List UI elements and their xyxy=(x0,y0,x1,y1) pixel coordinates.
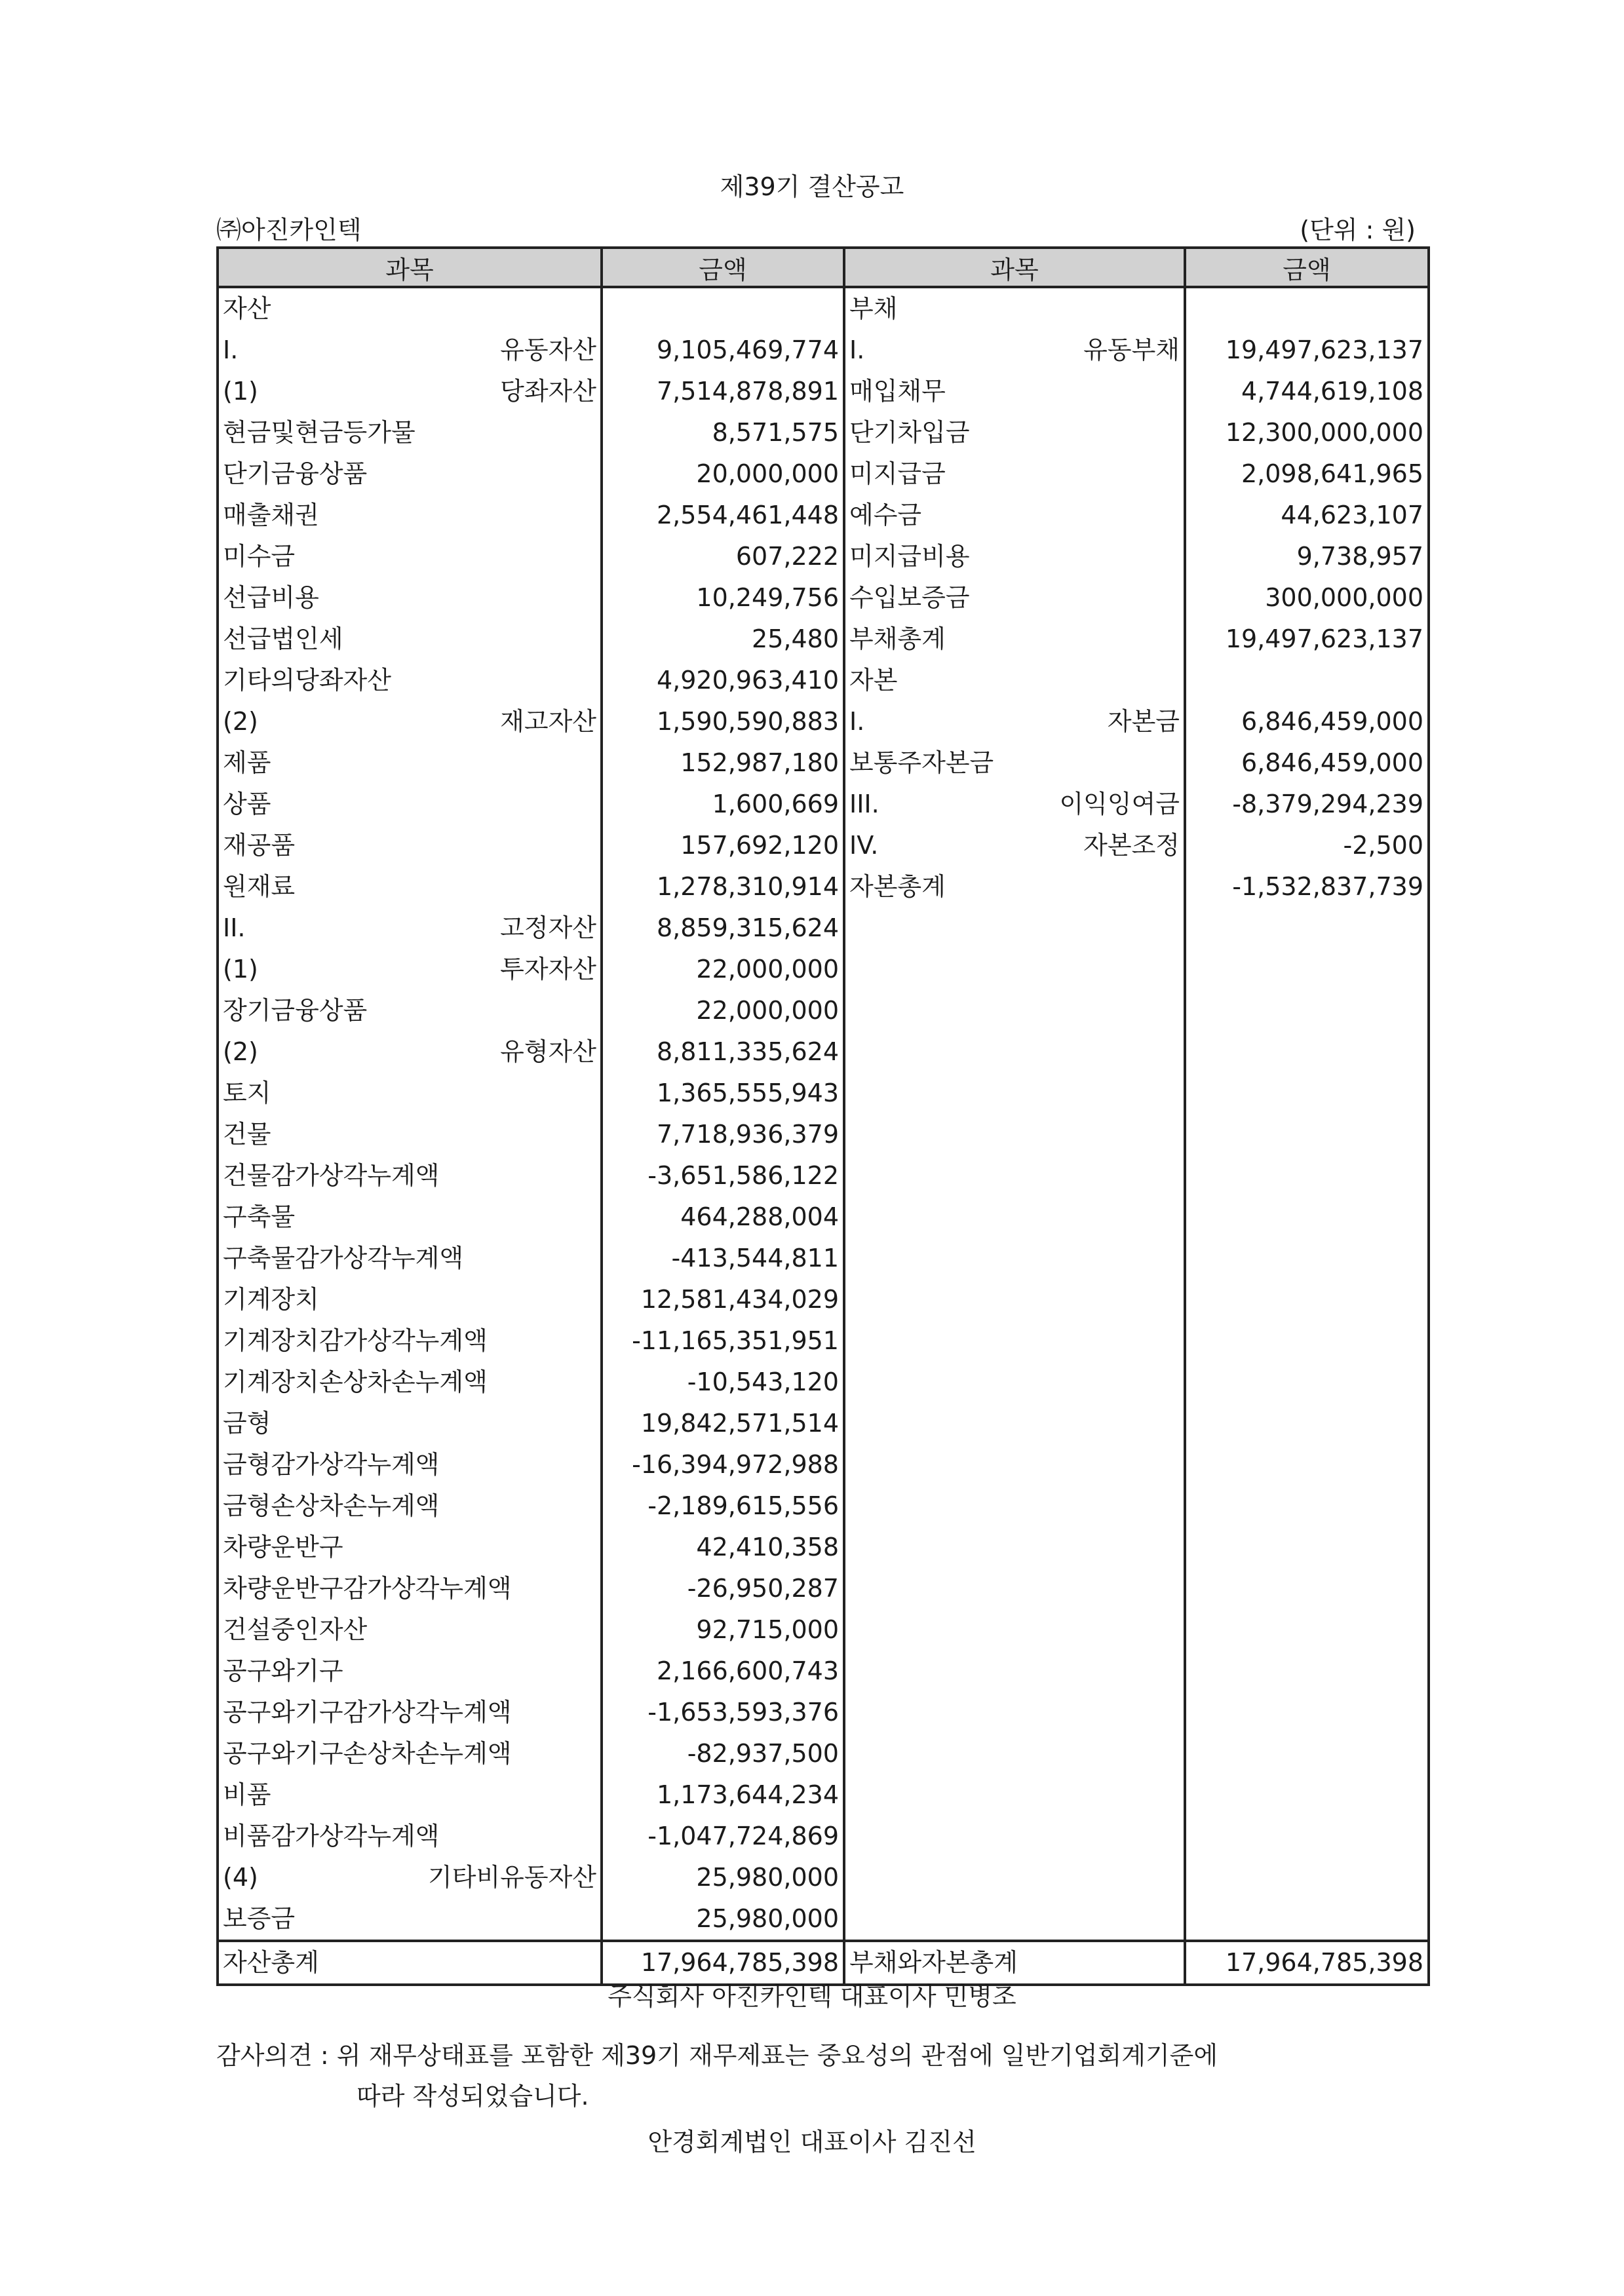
left-subject: 장기금융상품 xyxy=(218,990,602,1031)
right-subject: 미지급금 xyxy=(844,453,1185,495)
left-subject: 제품 xyxy=(218,742,602,784)
left-subject: 공구와기구손상차손누계액 xyxy=(218,1733,602,1774)
right-subject: 단기차입금 xyxy=(844,412,1185,453)
auditor-line: 안경회계법인 대표이사 김진선 xyxy=(648,2128,976,2156)
left-subject: 금형감가상각누계액 xyxy=(218,1444,602,1485)
right-amount: 19,497,623,137 xyxy=(1185,619,1429,660)
table-row xyxy=(218,1898,1429,1941)
right-subject xyxy=(844,1692,1185,1733)
right-subject xyxy=(844,1362,1185,1403)
table-row xyxy=(218,1816,1429,1857)
left-subject: (2) 유형자산 xyxy=(218,1031,602,1073)
left-subject: (2) 재고자산 xyxy=(218,701,602,742)
right-amount: -1,532,837,739 xyxy=(1185,866,1429,908)
left-subject: 공구와기구 xyxy=(218,1651,602,1692)
right-subject xyxy=(844,1816,1185,1857)
left-subject: 건설중인자산 xyxy=(218,1609,602,1651)
left-amount: -1,653,593,376 xyxy=(602,1692,844,1733)
table-row xyxy=(218,1320,1429,1362)
left-subject: 상품 xyxy=(218,784,602,825)
right-subject xyxy=(844,1733,1185,1774)
left-subject: 금형손상차손누계액 xyxy=(218,1485,602,1527)
audit-opinion-line-1: 감사의견 : 위 재무상태표를 포함한 제39기 재무제표는 중요성의 관점에 일반기업회계기준에 xyxy=(216,2041,1218,2070)
right-subject xyxy=(844,990,1185,1031)
table-row xyxy=(218,784,1429,825)
table-row xyxy=(218,412,1429,453)
table-row xyxy=(218,1651,1429,1692)
left-subject: (4) 기타비유동자산 xyxy=(218,1857,602,1898)
right-subject: 수입보증금 xyxy=(844,577,1185,619)
left-amount: 10,249,756 xyxy=(602,577,844,619)
table-row xyxy=(218,660,1429,701)
table-row xyxy=(218,701,1429,742)
left-amount: -82,937,500 xyxy=(602,1733,844,1774)
right-amount xyxy=(1185,1320,1429,1362)
left-subject: 선급법인세 xyxy=(218,619,602,660)
table-row xyxy=(218,495,1429,536)
right-amount xyxy=(1185,1692,1429,1733)
header-amount-left: 금액 xyxy=(602,248,844,287)
right-amount xyxy=(1185,1403,1429,1444)
left-subject: 매출채권 xyxy=(218,495,602,536)
left-amount: -26,950,287 xyxy=(602,1568,844,1609)
left-subject: 건물감가상각누계액 xyxy=(218,1155,602,1196)
table-row xyxy=(218,330,1429,371)
table-row xyxy=(218,1485,1429,1527)
header-subject-left: 과목 xyxy=(218,248,602,287)
left-amount: -16,394,972,988 xyxy=(602,1444,844,1485)
table-row xyxy=(218,949,1429,990)
right-subject xyxy=(844,1527,1185,1568)
left-subject: 차량운반구 xyxy=(218,1527,602,1568)
left-amount: 19,842,571,514 xyxy=(602,1403,844,1444)
table-row xyxy=(218,1279,1429,1320)
right-subject xyxy=(844,1073,1185,1114)
left-subject: 미수금 xyxy=(218,536,602,577)
table-row xyxy=(218,287,1429,330)
right-subject xyxy=(844,1857,1185,1898)
left-amount: 2,166,600,743 xyxy=(602,1651,844,1692)
right-amount xyxy=(1185,1733,1429,1774)
table-row xyxy=(218,1609,1429,1651)
right-amount xyxy=(1185,1651,1429,1692)
table-header-row xyxy=(218,248,1429,287)
table-row xyxy=(218,1857,1429,1898)
right-amount xyxy=(1185,1774,1429,1816)
header-subject-right: 과목 xyxy=(844,248,1185,287)
right-subject xyxy=(844,1898,1185,1941)
right-amount: 300,000,000 xyxy=(1185,577,1429,619)
left-amount: 12,581,434,029 xyxy=(602,1279,844,1320)
table-row xyxy=(218,1155,1429,1196)
left-amount: 4,920,963,410 xyxy=(602,660,844,701)
right-amount xyxy=(1185,1527,1429,1568)
right-subject xyxy=(844,1444,1185,1485)
left-amount: 8,571,575 xyxy=(602,412,844,453)
left-amount: 1,278,310,914 xyxy=(602,866,844,908)
right-subject xyxy=(844,1238,1185,1279)
left-subject: (1) 투자자산 xyxy=(218,949,602,990)
audit-opinion-line-2: 따라 작성되었습니다. xyxy=(357,2082,589,2111)
table-row xyxy=(218,990,1429,1031)
left-amount: 25,980,000 xyxy=(602,1898,844,1941)
right-amount: 6,846,459,000 xyxy=(1185,701,1429,742)
right-subject xyxy=(844,1651,1185,1692)
company-name: ㈜아진카인텍 xyxy=(216,216,362,244)
right-amount xyxy=(1185,1444,1429,1485)
left-amount: 607,222 xyxy=(602,536,844,577)
table-row xyxy=(218,1238,1429,1279)
right-amount: 19,497,623,137 xyxy=(1185,330,1429,371)
right-subject xyxy=(844,1320,1185,1362)
table-row xyxy=(218,536,1429,577)
right-subject xyxy=(844,1155,1185,1196)
table-row xyxy=(218,1568,1429,1609)
right-subject xyxy=(844,908,1185,949)
right-subject xyxy=(844,1568,1185,1609)
table-row xyxy=(218,825,1429,866)
right-subject xyxy=(844,1774,1185,1816)
right-subject: IV. 자본조정 xyxy=(844,825,1185,866)
left-amount: 22,000,000 xyxy=(602,990,844,1031)
right-amount: 2,098,641,965 xyxy=(1185,453,1429,495)
left-subject: 재공품 xyxy=(218,825,602,866)
left-subject: I. 유동자산 xyxy=(218,330,602,371)
left-amount: 8,859,315,624 xyxy=(602,908,844,949)
right-subject: 부채총계 xyxy=(844,619,1185,660)
right-amount xyxy=(1185,287,1429,330)
left-amount: 20,000,000 xyxy=(602,453,844,495)
right-amount: 4,744,619,108 xyxy=(1185,371,1429,412)
right-subject xyxy=(844,1279,1185,1320)
table-row xyxy=(218,619,1429,660)
table-row xyxy=(218,742,1429,784)
left-amount: 7,514,878,891 xyxy=(602,371,844,412)
right-amount xyxy=(1185,1155,1429,1196)
left-subject: 차량운반구감가상각누계액 xyxy=(218,1568,602,1609)
table-row xyxy=(218,1196,1429,1238)
right-amount xyxy=(1185,1114,1429,1155)
right-amount xyxy=(1185,908,1429,949)
table-row xyxy=(218,1114,1429,1155)
header-amount-right: 금액 xyxy=(1185,248,1429,287)
right-subject: 미지급비용 xyxy=(844,536,1185,577)
right-amount xyxy=(1185,1031,1429,1073)
left-amount: -10,543,120 xyxy=(602,1362,844,1403)
left-subject: 공구와기구감가상각누계액 xyxy=(218,1692,602,1733)
table-row xyxy=(218,1444,1429,1485)
right-amount xyxy=(1185,1279,1429,1320)
total-assets-amount: 17,964,785,398 xyxy=(602,1941,844,1985)
left-subject: II. 고정자산 xyxy=(218,908,602,949)
right-subject: 매입채무 xyxy=(844,371,1185,412)
table-row xyxy=(218,1031,1429,1073)
right-amount xyxy=(1185,1816,1429,1857)
left-amount: -2,189,615,556 xyxy=(602,1485,844,1527)
right-amount xyxy=(1185,1485,1429,1527)
left-subject: 기타의당좌자산 xyxy=(218,660,602,701)
right-subject: 예수금 xyxy=(844,495,1185,536)
left-amount: 7,718,936,379 xyxy=(602,1114,844,1155)
left-amount: -11,165,351,951 xyxy=(602,1320,844,1362)
left-amount: 8,811,335,624 xyxy=(602,1031,844,1073)
right-subject xyxy=(844,1114,1185,1155)
left-subject: 원재료 xyxy=(218,866,602,908)
table-row xyxy=(218,1073,1429,1114)
left-subject: 기계장치감가상각누계액 xyxy=(218,1320,602,1362)
right-amount: 44,623,107 xyxy=(1185,495,1429,536)
right-subject: III. 이익잉여금 xyxy=(844,784,1185,825)
left-subject: 구축물감가상각누계액 xyxy=(218,1238,602,1279)
left-subject: 보증금 xyxy=(218,1898,602,1941)
table-row xyxy=(218,1692,1429,1733)
right-subject xyxy=(844,1031,1185,1073)
unit-label: (단위 : 원) xyxy=(1300,216,1416,244)
left-subject: 토지 xyxy=(218,1073,602,1114)
left-amount: 464,288,004 xyxy=(602,1196,844,1238)
total-assets-label: 자산총계 xyxy=(218,1941,602,1985)
table-row xyxy=(218,866,1429,908)
representative-line: 주식회사 아진카인텍 대표이사 민병조 xyxy=(608,1982,1016,2011)
right-amount: 9,738,957 xyxy=(1185,536,1429,577)
table-row xyxy=(218,1733,1429,1774)
right-subject xyxy=(844,1403,1185,1444)
right-amount: -2,500 xyxy=(1185,825,1429,866)
right-amount: 6,846,459,000 xyxy=(1185,742,1429,784)
right-amount: 12,300,000,000 xyxy=(1185,412,1429,453)
left-amount: -3,651,586,122 xyxy=(602,1155,844,1196)
right-subject: 자본 xyxy=(844,660,1185,701)
left-subject: 현금및현금등가물 xyxy=(218,412,602,453)
left-subject: (1) 당좌자산 xyxy=(218,371,602,412)
right-amount xyxy=(1185,1568,1429,1609)
right-subject xyxy=(844,1609,1185,1651)
left-subject: 자산 xyxy=(218,287,602,330)
left-subject: 단기금융상품 xyxy=(218,453,602,495)
right-subject: 자본총계 xyxy=(844,866,1185,908)
left-amount: 1,365,555,943 xyxy=(602,1073,844,1114)
table-row xyxy=(218,453,1429,495)
table-row xyxy=(218,1527,1429,1568)
left-amount: 152,987,180 xyxy=(602,742,844,784)
left-amount: 9,105,469,774 xyxy=(602,330,844,371)
right-amount xyxy=(1185,1196,1429,1238)
left-amount: 1,173,644,234 xyxy=(602,1774,844,1816)
table-row xyxy=(218,577,1429,619)
total-liab-equity-amount: 17,964,785,398 xyxy=(1185,1941,1429,1985)
left-amount: 92,715,000 xyxy=(602,1609,844,1651)
left-subject: 구축물 xyxy=(218,1196,602,1238)
right-amount xyxy=(1185,949,1429,990)
right-amount xyxy=(1185,1609,1429,1651)
left-subject: 비품 xyxy=(218,1774,602,1816)
left-amount: 2,554,461,448 xyxy=(602,495,844,536)
right-amount xyxy=(1185,1857,1429,1898)
right-amount xyxy=(1185,990,1429,1031)
left-amount: 1,590,590,883 xyxy=(602,701,844,742)
right-subject xyxy=(844,1485,1185,1527)
balance-sheet-table xyxy=(216,246,1430,1986)
left-amount: 25,480 xyxy=(602,619,844,660)
right-amount xyxy=(1185,1362,1429,1403)
left-subject: 비품감가상각누계액 xyxy=(218,1816,602,1857)
right-amount xyxy=(1185,1238,1429,1279)
left-subject: 기계장치 xyxy=(218,1279,602,1320)
left-subject: 건물 xyxy=(218,1114,602,1155)
table-row xyxy=(218,1362,1429,1403)
left-amount: 42,410,358 xyxy=(602,1527,844,1568)
left-amount xyxy=(602,287,844,330)
right-subject: 부채 xyxy=(844,287,1185,330)
right-amount xyxy=(1185,1073,1429,1114)
table-row xyxy=(218,371,1429,412)
left-amount: 1,600,669 xyxy=(602,784,844,825)
table-row xyxy=(218,908,1429,949)
left-amount: -413,544,811 xyxy=(602,1238,844,1279)
total-liab-equity-label: 부채와자본총계 xyxy=(844,1941,1185,1985)
table-row xyxy=(218,1774,1429,1816)
right-amount xyxy=(1185,1898,1429,1941)
right-subject xyxy=(844,1196,1185,1238)
left-subject: 기계장치손상차손누계액 xyxy=(218,1362,602,1403)
right-amount xyxy=(1185,660,1429,701)
left-amount: 157,692,120 xyxy=(602,825,844,866)
left-amount: 25,980,000 xyxy=(602,1857,844,1898)
right-subject: I. 자본금 xyxy=(844,701,1185,742)
right-subject: I. 유동부채 xyxy=(844,330,1185,371)
left-subject: 선급비용 xyxy=(218,577,602,619)
notice-title: 제39기 결산공고 xyxy=(720,172,904,201)
left-subject: 금형 xyxy=(218,1403,602,1444)
right-subject: 보통주자본금 xyxy=(844,742,1185,784)
left-amount: 22,000,000 xyxy=(602,949,844,990)
right-subject xyxy=(844,949,1185,990)
left-amount: -1,047,724,869 xyxy=(602,1816,844,1857)
table-row xyxy=(218,1403,1429,1444)
right-amount: -8,379,294,239 xyxy=(1185,784,1429,825)
